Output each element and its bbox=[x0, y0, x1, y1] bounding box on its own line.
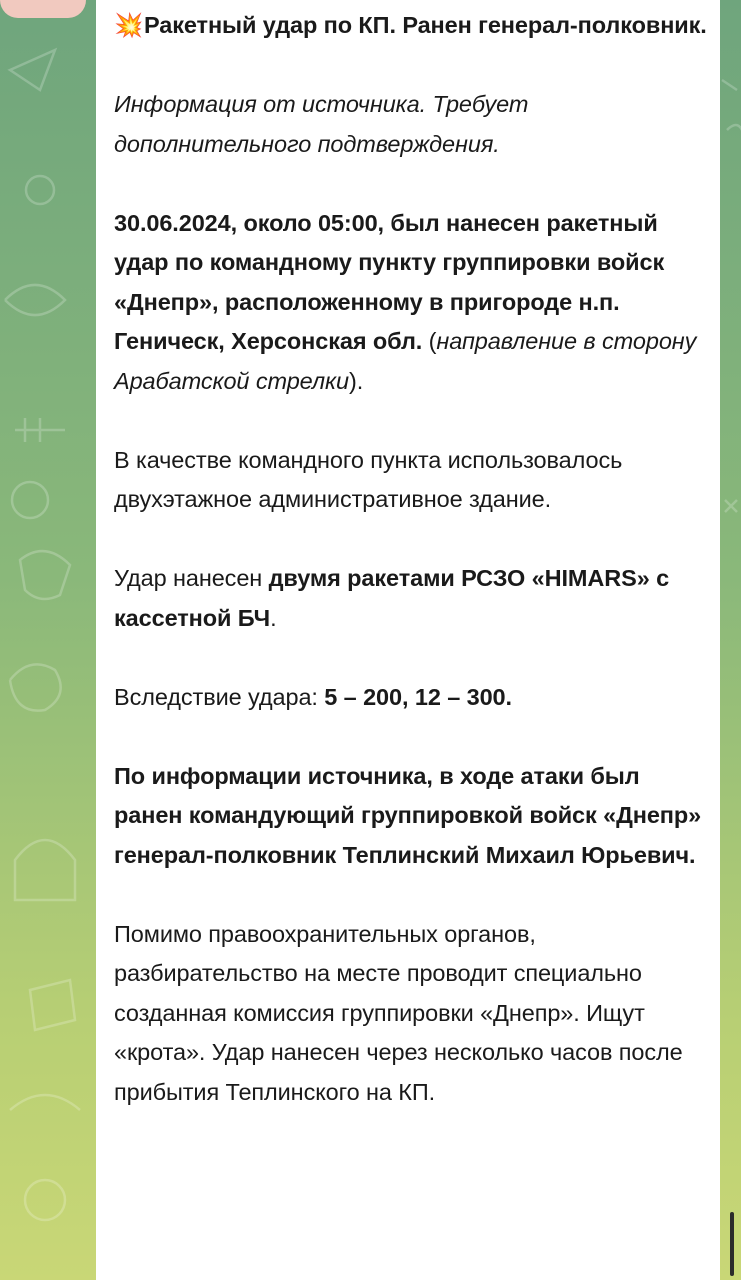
explosion-emoji: 💥 bbox=[114, 12, 144, 38]
general-wounded: По информации источника, в ходе атаки был ранен командующий группировкой войск «Днепр» генерал-полковник Теплинский Михаил Юрьевич. bbox=[114, 762, 702, 868]
paragraph-casualties bbox=[114, 678, 714, 718]
message-text bbox=[114, 6, 714, 1152]
attack-details: 30.06.2024, около 05:00, был нанесен ракетный удар по командному пункту группировки войск «Днепр», расположенному в пригороде н.п. Геническ, Херсонская обл. bbox=[114, 209, 665, 354]
sender-avatar[interactable] bbox=[0, 0, 86, 18]
source-note-text: Информация от источника. Требует дополнительного подтверждения. bbox=[114, 91, 529, 157]
paragraph-attack bbox=[114, 204, 714, 402]
source-note bbox=[114, 85, 714, 164]
message-title bbox=[114, 6, 714, 46]
weapon-details: двумя ракетами РСЗО «HIMARS» с кассетной БЧ bbox=[114, 565, 670, 631]
paragraph-investigation: Помимо правоохранительных органов, разбирательство на месте проводит специально созданная комиссия группировки «Днепр». Ищут «крота». Удар нанесен через несколько часов после прибытия Теплинского на КП. bbox=[114, 920, 683, 1105]
paragraph-general bbox=[114, 757, 714, 876]
paragraph-weapon bbox=[114, 559, 714, 638]
paren-close: ). bbox=[348, 367, 364, 394]
scrollbar[interactable] bbox=[730, 1212, 734, 1276]
direction-note: направление в сторону Арабатской стрелки bbox=[114, 328, 697, 394]
casualties-intro: Вследствие удара: bbox=[114, 683, 325, 710]
paragraph-building: В качестве командного пункта использовалось двухэтажное административное здание. bbox=[114, 446, 623, 512]
title-text: Ракетный удар по КП. Ранен генерал-полковник. bbox=[144, 12, 707, 38]
casualties-figures: 5 – 200, 12 – 300. bbox=[324, 683, 512, 710]
weapon-intro: Удар нанесен bbox=[114, 565, 269, 591]
paren-open: ( bbox=[428, 328, 437, 354]
weapon-end: . bbox=[270, 604, 277, 631]
